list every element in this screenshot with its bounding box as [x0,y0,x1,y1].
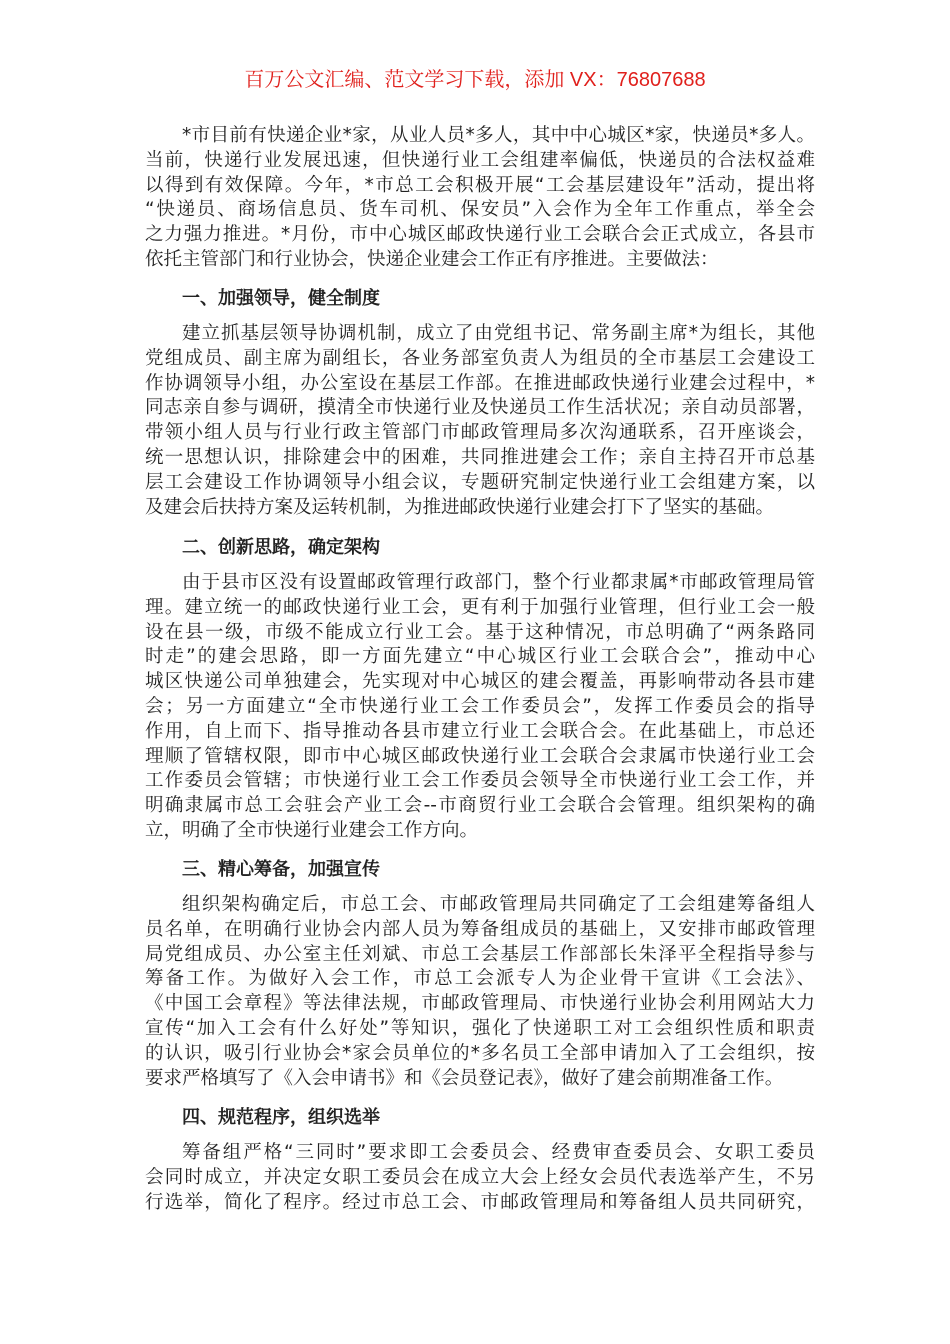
text-line: 行选举，简化了程序。经过市总工会、市邮政管理局和筹备组人员共同研究， [145,1191,815,1213]
text-line: 工作委员会管辖；市快递行业工会工作委员会领导全市快递行业工会工作，并 [145,770,815,792]
text-line: 以得到有效保障。今年，*市总工会积极开展“工会基层建设年”活动，提出将 [145,174,815,196]
text-line: 城区快递公司单独建会，先实现对中心城区的建会覆盖，再影响带动各县市建 [145,671,815,693]
text-line: 建立抓基层领导协调机制，成立了由党组书记、常务副主席*为组长，其他 [182,323,815,344]
text-line: 要求严格填写了《入会申请书》和《会员登记表》，做好了建会前期准备工作。 [145,1067,784,1089]
text-line: 依托主管部门和行业协会，快递企业建会工作正有序推进。主要做法： [145,248,719,270]
text-line: 当前，快递行业发展迅速，但快递行业工会组建率偏低，快递员的合法权益难 [145,149,815,171]
section-heading-3: 三、精心筹备，加强宣传 [182,859,380,880]
text-line: 明确隶属市总工会驻会产业工会--市商贸行业工会联合会管理。组织架构的确 [145,795,815,817]
section-paragraph-3 [145,893,815,1091]
text-line: 作协调领导小组，办公室设在基层工作部。在推进邮政快递行业建会过程中，* [145,372,815,394]
intro-paragraph [145,124,815,273]
text-line: 党组成员、副主席为副组长，各业务部室负责人为组员的全市基层工会建设工 [145,347,815,369]
text-line: 会；另一方面建立“全市快递行业工会工作委员会”，发挥工作委员会的指导 [145,695,815,717]
text-line: 理顺了管辖权限，即市中心城区邮政快递行业工会联合会隶属市快递行业工会 [145,745,815,767]
text-line: 会同时成立，并决定女职工委员会在成立大会上经女会员代表选举产生，不另 [145,1166,815,1188]
text-line: 立，明确了全市快递行业建会工作方向。 [145,819,479,841]
text-line: 理。建立统一的邮政快递行业工会，更有利于加强行业管理，但行业工会一般 [145,596,815,618]
text-line: 带领小组人员与行业行政主管部门市邮政管理局多次沟通联系，召开座谈会， [145,422,815,444]
section-paragraph-1 [145,322,815,520]
section-heading-2: 二、创新思路，确定架构 [182,537,380,558]
text-line: 员名单，在明确行业协会内部人员为筹备组成员的基础上，又安排市邮政管理 [145,918,815,940]
text-line: 设在县一级，市级不能成立行业工会。基于这种情况，市总明确了“两条路同 [145,621,815,643]
text-line: “快递员、商场信息员、货车司机、保安员”入会作为全年工作重点，举全会 [145,199,815,221]
text-line: 时走”的建会思路，即一方面先建立“中心城区行业工会联合会”，推动中心 [145,646,815,668]
text-line: 筹备组严格“三同时”要求即工会委员会、经费审查委员会、女职工委员 [182,1142,815,1163]
section-heading-4: 四、规范程序，组织选举 [182,1107,380,1128]
section-paragraph-2 [145,571,815,844]
text-line: 的认识，吸引行业协会*家会员单位的*多名员工全部申请加入了工会组织，按 [145,1042,815,1064]
section-heading-1: 一、加强领导，健全制度 [182,288,380,309]
text-line: 及建会后扶持方案及运转机制，为推进邮政快递行业建会打下了坚实的基础。 [145,496,775,518]
text-line: 《中国工会章程》等法律法规，市邮政管理局、市快递行业协会利用网站大力 [145,993,815,1015]
text-line: 同志亲自参与调研，摸清全市快递行业及快递员工作生活状况；亲自动员部署， [145,397,815,419]
download-banner: 百万公文汇编、范文学习下载，添加 VX：76807688 [244,69,706,91]
section-paragraph-4 [145,1141,815,1215]
text-line: 之力强力推进。*月份，市中心城区邮政快递行业工会联合会正式成立，各县市 [145,224,815,246]
text-line: 层工会建设工作协调领导小组会议，专题研究制定快递行业工会组建方案，以 [145,471,815,493]
text-line: 由于县市区没有设置邮政管理行政部门，整个行业都隶属*市邮政管理局管 [182,572,815,593]
text-line: 筹备工作。为做好入会工作，市总工会派专人为企业骨干宣讲《工会法》、 [145,968,815,990]
text-line: 统一思想认识，排除建会中的困难，共同推进建会工作；亲自主持召开市总基 [145,446,815,468]
text-line: *市目前有快递企业*家，从业人员*多人，其中中心城区*家，快递员*多人。 [182,125,815,146]
text-line: 宣传“加入工会有什么好处”等知识，强化了快递职工对工会组织性质和职责 [145,1017,815,1039]
text-line: 作用，自上而下、指导推动各县市建立行业工会联合会。在此基础上，市总还 [145,720,815,742]
text-line: 局党组成员、办公室主任刘斌、市总工会基层工作部部长朱泽平全程指导参与 [145,943,815,965]
text-line: 组织架构确定后，市总工会、市邮政管理局共同确定了工会组建筹备组人 [182,894,815,915]
